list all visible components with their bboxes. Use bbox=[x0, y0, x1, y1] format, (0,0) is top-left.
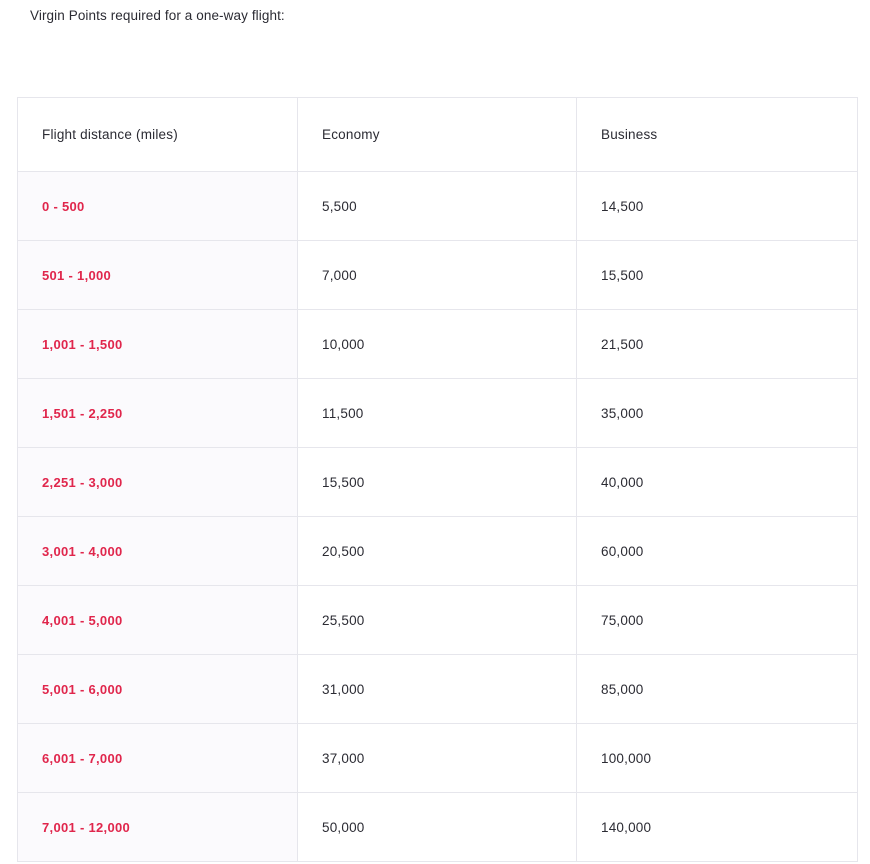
table-row bbox=[18, 724, 858, 793]
cell-business: 85,000 bbox=[577, 655, 858, 724]
column-header-flight-distance: Flight distance (miles) bbox=[18, 98, 298, 172]
cell-business: 140,000 bbox=[577, 793, 858, 862]
cell-flight-distance: 3,001 - 4,000 bbox=[18, 517, 298, 586]
cell-economy: 11,500 bbox=[298, 379, 577, 448]
table-row bbox=[18, 517, 858, 586]
table-row bbox=[18, 172, 858, 241]
intro-text: Virgin Points required for a one-way flight: bbox=[30, 8, 285, 23]
cell-economy: 50,000 bbox=[298, 793, 577, 862]
table-header bbox=[18, 98, 858, 172]
table-row bbox=[18, 379, 858, 448]
column-header-economy: Economy bbox=[298, 98, 577, 172]
cell-business: 60,000 bbox=[577, 517, 858, 586]
cell-flight-distance: 0 - 500 bbox=[18, 172, 298, 241]
cell-business: 100,000 bbox=[577, 724, 858, 793]
table-row bbox=[18, 793, 858, 862]
cell-economy: 31,000 bbox=[298, 655, 577, 724]
cell-flight-distance: 501 - 1,000 bbox=[18, 241, 298, 310]
cell-economy: 37,000 bbox=[298, 724, 577, 793]
points-table-wrapper bbox=[17, 97, 857, 862]
table-row bbox=[18, 586, 858, 655]
cell-business: 14,500 bbox=[577, 172, 858, 241]
cell-economy: 10,000 bbox=[298, 310, 577, 379]
cell-business: 15,500 bbox=[577, 241, 858, 310]
cell-flight-distance: 6,001 - 7,000 bbox=[18, 724, 298, 793]
cell-flight-distance: 1,501 - 2,250 bbox=[18, 379, 298, 448]
points-table bbox=[17, 97, 858, 862]
column-header-business: Business bbox=[577, 98, 858, 172]
cell-economy: 15,500 bbox=[298, 448, 577, 517]
cell-business: 75,000 bbox=[577, 586, 858, 655]
table-row bbox=[18, 448, 858, 517]
cell-flight-distance: 1,001 - 1,500 bbox=[18, 310, 298, 379]
table-row bbox=[18, 241, 858, 310]
cell-flight-distance: 5,001 - 6,000 bbox=[18, 655, 298, 724]
table-row bbox=[18, 655, 858, 724]
cell-business: 40,000 bbox=[577, 448, 858, 517]
cell-business: 21,500 bbox=[577, 310, 858, 379]
cell-economy: 7,000 bbox=[298, 241, 577, 310]
table-row bbox=[18, 310, 858, 379]
cell-economy: 25,500 bbox=[298, 586, 577, 655]
cell-flight-distance: 7,001 - 12,000 bbox=[18, 793, 298, 862]
cell-economy: 5,500 bbox=[298, 172, 577, 241]
table-header-row bbox=[18, 98, 858, 172]
cell-flight-distance: 4,001 - 5,000 bbox=[18, 586, 298, 655]
cell-economy: 20,500 bbox=[298, 517, 577, 586]
cell-flight-distance: 2,251 - 3,000 bbox=[18, 448, 298, 517]
table-body bbox=[18, 172, 858, 862]
cell-business: 35,000 bbox=[577, 379, 858, 448]
